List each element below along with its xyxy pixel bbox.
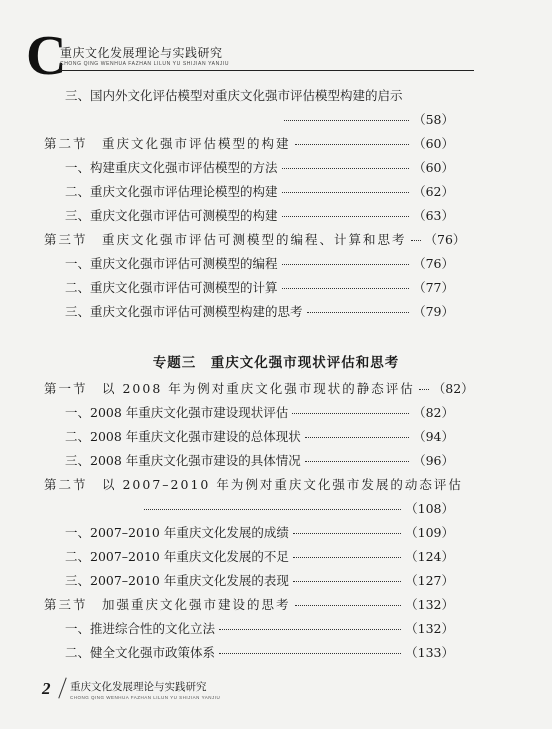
toc-entry-title: 第二节 重庆文化强市评估模型的构建	[44, 136, 291, 151]
toc-entry-page: （58）	[413, 112, 454, 127]
toc-entry-title: 二、重庆文化强市评估可测模型的计算	[65, 280, 278, 295]
toc-entry-title: 二、2007–2010 年重庆文化发展的不足	[65, 549, 289, 564]
toc-entry-page: （60）	[413, 160, 454, 175]
toc-leader-dots	[295, 144, 410, 145]
toc-entry-title: 三、2008 年重庆文化强市建设的具体情况	[65, 453, 301, 468]
toc-entry-title: 三、2007–2010 年重庆文化发展的表现	[65, 573, 289, 588]
toc-entry-title: 二、重庆文化强市评估理论模型的构建	[65, 184, 278, 199]
toc-entry-title: 一、重庆文化强市评估可测模型的编程	[65, 256, 278, 271]
toc-entry-page: （62）	[413, 184, 454, 199]
toc-entry-title: 一、推进综合性的文化立法	[65, 621, 216, 636]
toc-entry	[65, 643, 454, 665]
header-rule	[60, 70, 474, 71]
toc-leader-dots	[305, 461, 409, 462]
toc-leader-dots	[419, 389, 429, 390]
topic-heading: 专题三 重庆文化强市现状评估和思考	[152, 355, 400, 371]
toc-entry-page: （132）	[405, 621, 454, 636]
toc-entry-page: （124）	[405, 549, 454, 564]
toc-entry	[65, 182, 454, 204]
toc-entry-page: （77）	[413, 280, 454, 295]
toc-entry-title: 第一节 以 2008 年为例对重庆文化强市现状的静态评估	[44, 381, 415, 396]
toc-entry-page: （109）	[405, 525, 454, 540]
running-footer	[42, 679, 502, 709]
toc-entry	[65, 278, 454, 300]
toc-entry-title: 三、国内外文化评估模型对重庆文化强市评估模型构建的启示	[65, 88, 403, 103]
toc-leader-dots	[282, 192, 410, 193]
toc-leader-dots	[293, 533, 401, 534]
toc-entry-title: 三、重庆文化强市评估可测模型构建的思考	[65, 304, 303, 319]
toc-section	[44, 379, 474, 401]
toc-entry-page: （79）	[413, 304, 454, 319]
toc-section	[44, 230, 466, 252]
toc-entry	[65, 206, 454, 228]
toc-leader-dots	[292, 413, 409, 414]
toc-entry-title: 第三节 加强重庆文化强市建设的思考	[44, 597, 291, 612]
toc-entry-page: （96）	[413, 453, 454, 468]
toc-entry-page: （82）	[413, 405, 454, 420]
toc-leader-dots	[144, 509, 401, 510]
header-logo-letter: C	[26, 25, 67, 87]
header-pinyin: CHONG QING WENHUA FAZHAN LILUN YU SHIJIAN YANJIU	[60, 61, 230, 67]
toc-entry-title: 二、健全文化强市政策体系	[65, 645, 216, 660]
toc-leader-dots	[219, 653, 401, 654]
toc-entry-title: 一、构建重庆文化强市评估模型的方法	[65, 160, 278, 175]
toc-entry	[65, 451, 454, 473]
toc-entry-title: 一、2007–2010 年重庆文化发展的成绩	[65, 525, 289, 540]
toc-entry-continuation	[280, 110, 454, 132]
toc-entry	[65, 571, 454, 593]
toc-leader-dots	[282, 168, 410, 169]
toc-entry-continuation	[140, 499, 454, 521]
toc-entry-page: （63）	[413, 208, 454, 223]
toc-section	[44, 595, 454, 617]
toc-leader-dots	[293, 581, 401, 582]
toc-entry	[65, 427, 454, 449]
running-header	[26, 25, 526, 87]
header-book-title: 重庆文化发展理论与实践研究	[60, 46, 223, 60]
toc-entry-page: （108）	[405, 501, 454, 516]
toc-entry-page: （82）	[432, 381, 474, 396]
toc-entry-title: 一、2008 年重庆文化强市建设现状评估	[65, 405, 289, 420]
toc-entry-page: （76）	[413, 256, 454, 271]
toc-leader-dots	[282, 216, 410, 217]
toc-entry	[65, 302, 454, 324]
toc-entry	[65, 86, 454, 108]
toc-leader-dots	[219, 629, 401, 630]
toc-leader-dots	[307, 312, 410, 313]
toc-leader-dots	[282, 264, 410, 265]
toc-entry-page: （76）	[424, 232, 466, 247]
toc-entry-page: （132）	[405, 597, 454, 612]
page-number: 2	[42, 679, 51, 698]
toc-leader-dots	[295, 605, 402, 606]
toc-entry	[65, 523, 454, 545]
toc-entry-page: （60）	[413, 136, 454, 151]
toc-leader-dots	[411, 240, 421, 241]
toc-section	[44, 134, 454, 156]
toc-entry-title: 三、重庆文化强市评估可测模型的构建	[65, 208, 278, 223]
toc-entry	[65, 158, 454, 180]
toc-entry-page: （94）	[413, 429, 454, 444]
toc-section	[44, 475, 463, 497]
toc-entry	[65, 254, 454, 276]
footer-book-title: 重庆文化发展理论与实践研究	[70, 681, 207, 693]
toc-leader-dots	[282, 288, 410, 289]
footer-divider	[58, 677, 66, 698]
toc-entry	[65, 403, 454, 425]
toc-entry-page: （133）	[405, 645, 454, 660]
toc-entry	[65, 547, 454, 569]
toc-leader-dots	[293, 557, 401, 558]
toc-entry-page: （127）	[405, 573, 454, 588]
footer-pinyin: CHONG QING WENHUA FAZHAN LILUN YU SHIJIAN YANJIU	[70, 695, 221, 700]
toc-entry	[65, 619, 454, 641]
toc-entry-title: 第三节 重庆文化强市评估可测模型的编程、计算和思考	[44, 232, 407, 247]
toc-entry-title: 第二节 以 2007–2010 年为例对重庆文化强市发展的动态评估	[44, 477, 463, 492]
toc-leader-dots	[284, 120, 409, 121]
toc-entry-title: 二、2008 年重庆文化强市建设的总体现状	[65, 429, 301, 444]
toc-leader-dots	[305, 437, 409, 438]
